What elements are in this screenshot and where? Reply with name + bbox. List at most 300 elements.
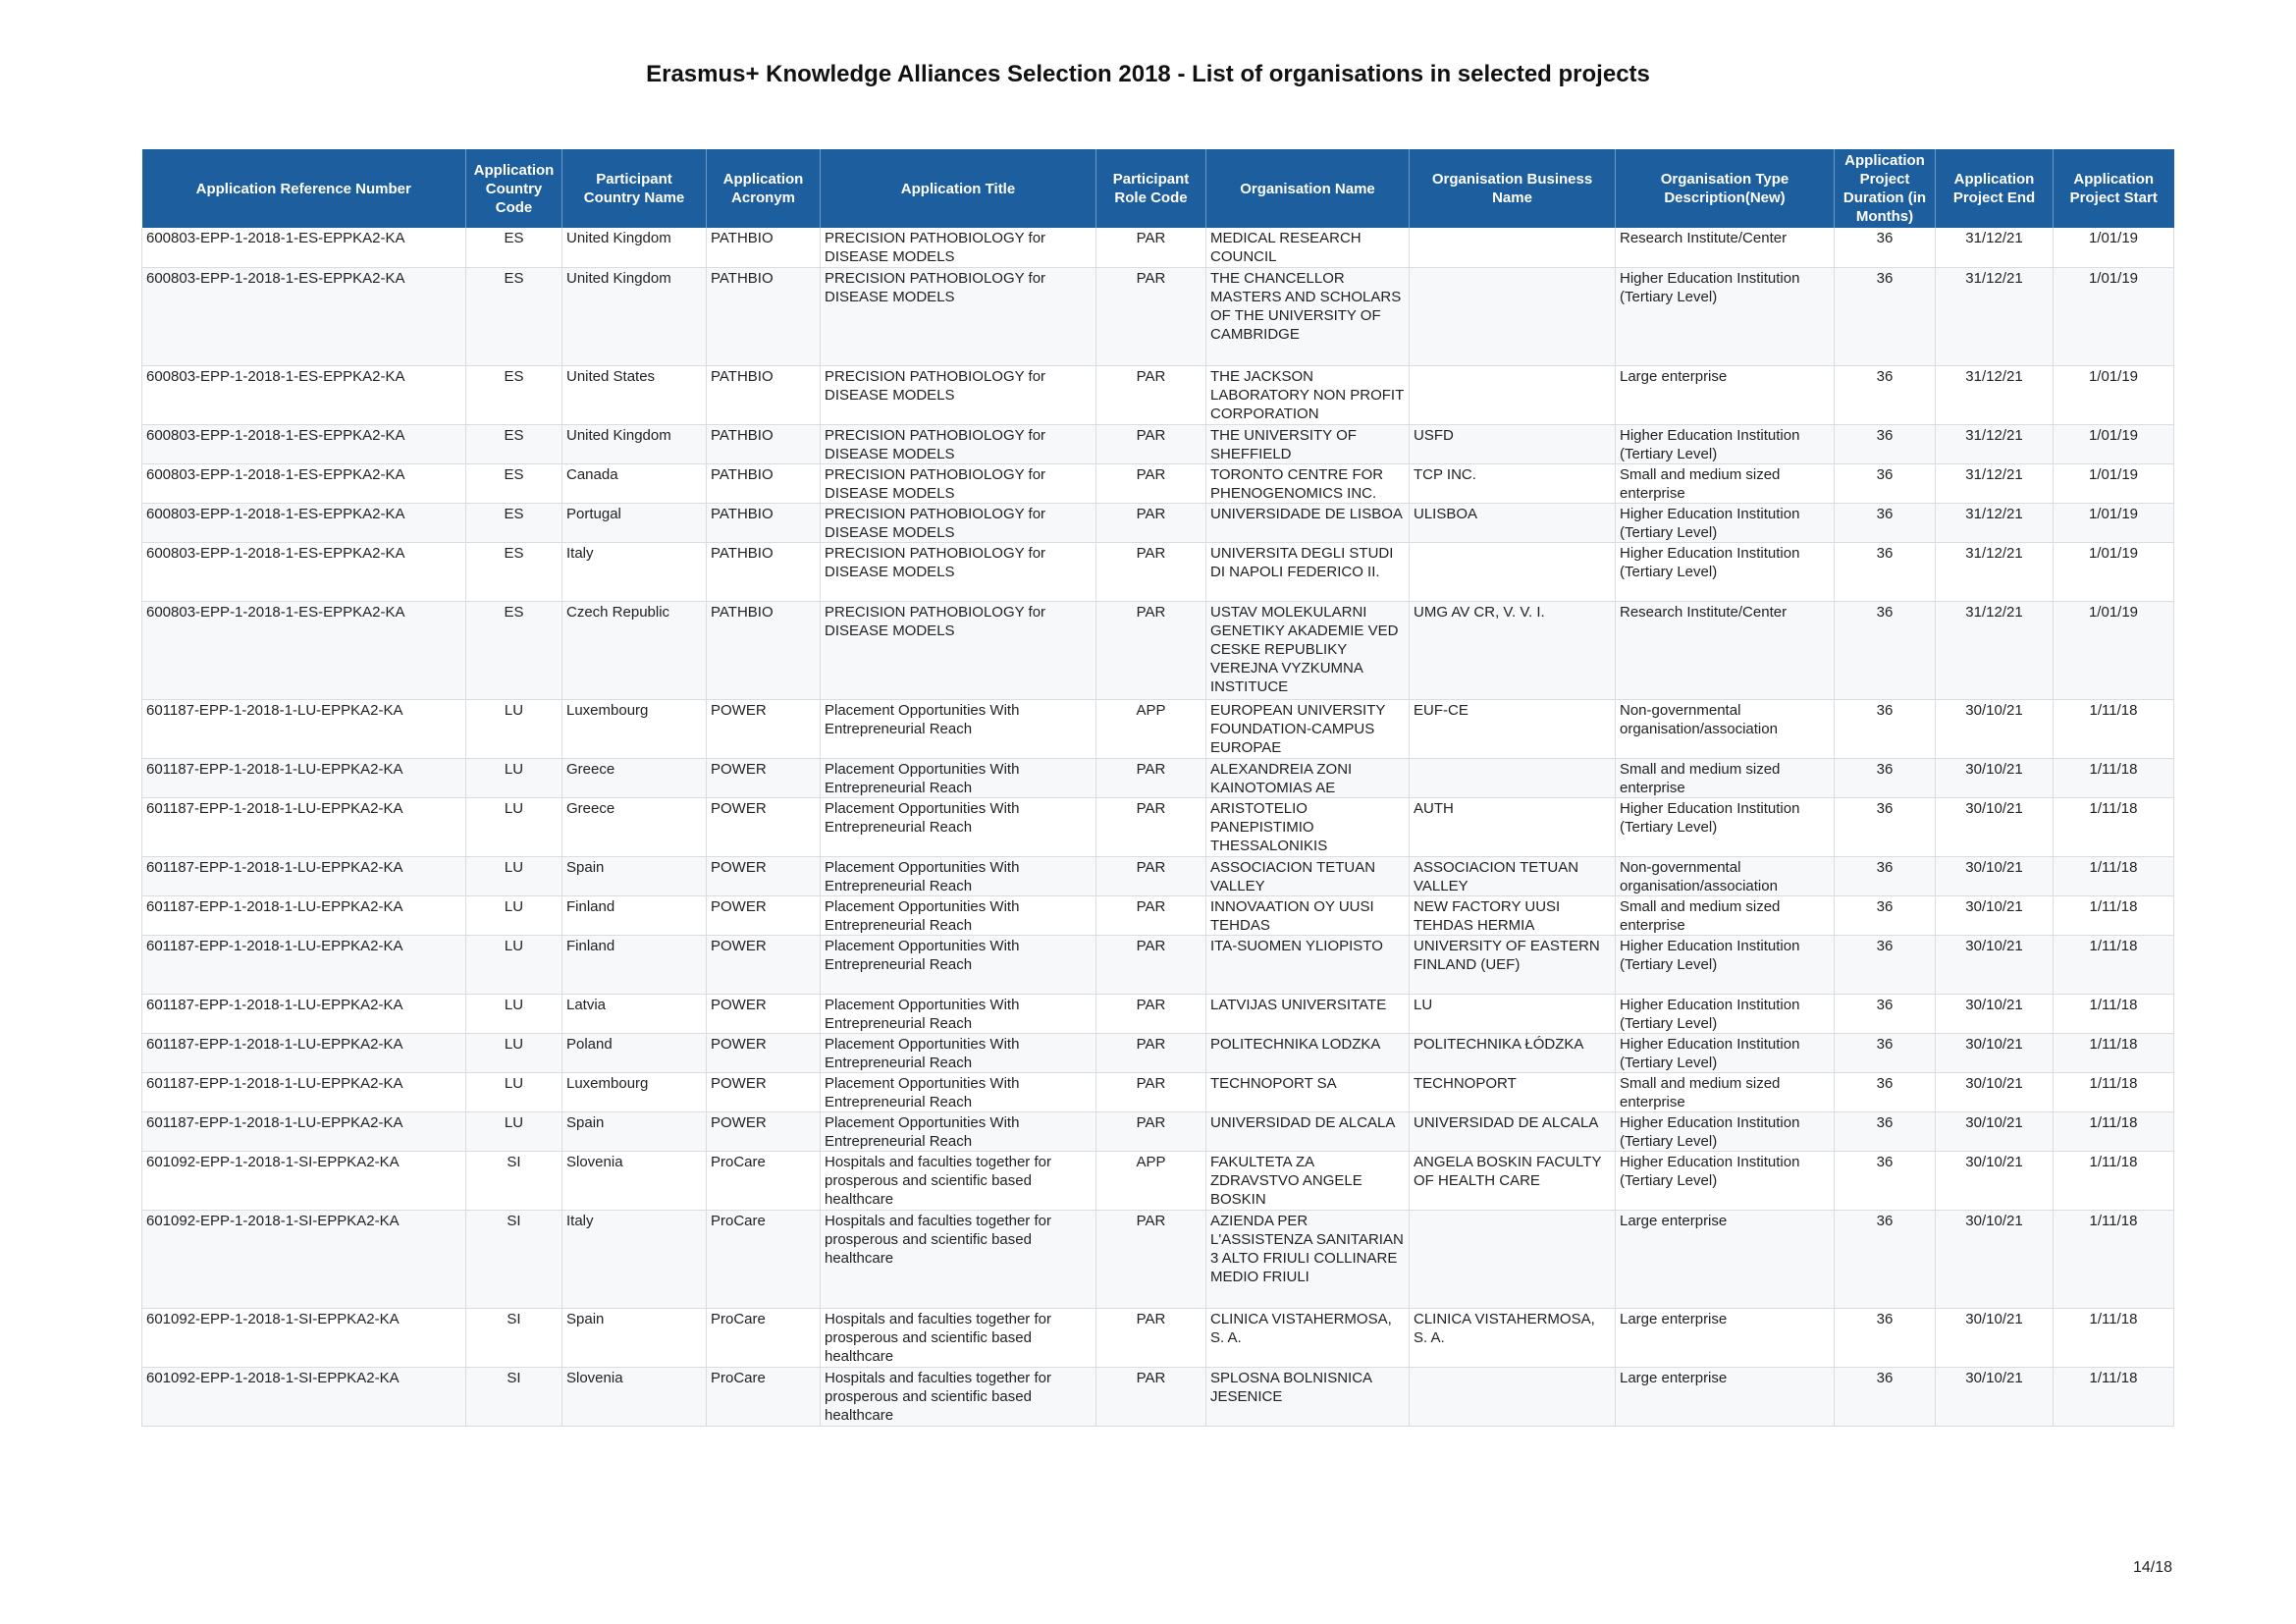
- cell-duration: 36: [1835, 1111, 1936, 1151]
- cell-acronym: POWER: [707, 935, 821, 994]
- cell-acronym: POWER: [707, 994, 821, 1033]
- cell-role-code: PAR: [1096, 895, 1206, 935]
- cell-duration: 36: [1835, 601, 1936, 699]
- cell-title: Hospitals and faculties together for prosperous and scientific based healthcare: [821, 1308, 1096, 1367]
- cell-role-code: PAR: [1096, 228, 1206, 267]
- cell-duration: 36: [1835, 1072, 1936, 1111]
- cell-business-name: [1410, 365, 1616, 424]
- table-row: [142, 895, 2174, 935]
- cell-role-code: PAR: [1096, 365, 1206, 424]
- cell-acronym: POWER: [707, 1111, 821, 1151]
- cell-project-start: 1/01/19: [2054, 267, 2174, 365]
- cell-business-name: [1410, 1367, 1616, 1426]
- page-number: 14/18: [2132, 1559, 2172, 1576]
- cell-role-code: PAR: [1096, 424, 1206, 463]
- cell-title: Placement Opportunities With Entrepreneurial Reach: [821, 895, 1096, 935]
- table-row: [142, 267, 2174, 365]
- cell-country-name: United States: [562, 365, 707, 424]
- cell-duration: 36: [1835, 1210, 1936, 1308]
- cell-reference-number: 601187-EPP-1-2018-1-LU-EPPKA2-KA: [142, 699, 466, 758]
- cell-acronym: POWER: [707, 895, 821, 935]
- cell-business-name: POLITECHNIKA ŁÓDZKA: [1410, 1033, 1616, 1072]
- cell-title: Placement Opportunities With Entrepreneurial Reach: [821, 758, 1096, 797]
- cell-role-code: PAR: [1096, 1033, 1206, 1072]
- cell-reference-number: 600803-EPP-1-2018-1-ES-EPPKA2-KA: [142, 424, 466, 463]
- cell-project-start: 1/11/18: [2054, 994, 2174, 1033]
- cell-business-name: AUTH: [1410, 797, 1616, 856]
- cell-project-end: 30/10/21: [1936, 1033, 2054, 1072]
- cell-project-end: 30/10/21: [1936, 895, 2054, 935]
- cell-project-start: 1/11/18: [2054, 1367, 2174, 1426]
- cell-duration: 36: [1835, 797, 1936, 856]
- cell-title: PRECISION PATHOBIOLOGY for DISEASE MODELS: [821, 424, 1096, 463]
- col-header-project-start: Application Project Start: [2054, 149, 2174, 228]
- cell-acronym: PATHBIO: [707, 228, 821, 267]
- cell-business-name: USFD: [1410, 424, 1616, 463]
- cell-duration: 36: [1835, 542, 1936, 601]
- cell-country-code: ES: [466, 267, 562, 365]
- cell-role-code: PAR: [1096, 758, 1206, 797]
- cell-project-end: 31/12/21: [1936, 267, 2054, 365]
- cell-organisation-type: Higher Education Institution (Tertiary Level): [1616, 503, 1835, 542]
- cell-country-name: Italy: [562, 542, 707, 601]
- cell-acronym: POWER: [707, 1072, 821, 1111]
- cell-project-end: 30/10/21: [1936, 1111, 2054, 1151]
- cell-acronym: POWER: [707, 758, 821, 797]
- cell-project-start: 1/11/18: [2054, 856, 2174, 895]
- cell-project-start: 1/01/19: [2054, 365, 2174, 424]
- cell-organisation-name: EUROPEAN UNIVERSITY FOUNDATION-CAMPUS EUROPAE: [1206, 699, 1410, 758]
- cell-organisation-name: USTAV MOLEKULARNI GENETIKY AKADEMIE VED CESKE REPUBLIKY VEREJNA VYZKUMNA INSTITUCE: [1206, 601, 1410, 699]
- col-header-country-name: Participant Country Name: [562, 149, 707, 228]
- cell-country-code: LU: [466, 1033, 562, 1072]
- cell-country-name: Luxembourg: [562, 699, 707, 758]
- cell-organisation-name: ARISTOTELIO PANEPISTIMIO THESSALONIKIS: [1206, 797, 1410, 856]
- cell-project-end: 31/12/21: [1936, 463, 2054, 503]
- cell-reference-number: 601187-EPP-1-2018-1-LU-EPPKA2-KA: [142, 1111, 466, 1151]
- cell-organisation-name: ASSOCIACION TETUAN VALLEY: [1206, 856, 1410, 895]
- cell-organisation-type: Research Institute/Center: [1616, 228, 1835, 267]
- cell-business-name: [1410, 758, 1616, 797]
- cell-reference-number: 600803-EPP-1-2018-1-ES-EPPKA2-KA: [142, 463, 466, 503]
- cell-role-code: PAR: [1096, 1367, 1206, 1426]
- cell-project-start: 1/11/18: [2054, 758, 2174, 797]
- cell-business-name: LU: [1410, 994, 1616, 1033]
- table-row: [142, 1367, 2174, 1426]
- cell-project-start: 1/01/19: [2054, 503, 2174, 542]
- cell-project-start: 1/01/19: [2054, 542, 2174, 601]
- cell-organisation-type: Higher Education Institution (Tertiary Level): [1616, 1033, 1835, 1072]
- cell-organisation-name: ITA-SUOMEN YLIOPISTO: [1206, 935, 1410, 994]
- cell-country-code: SI: [466, 1308, 562, 1367]
- table-row: [142, 797, 2174, 856]
- cell-acronym: ProCare: [707, 1367, 821, 1426]
- cell-title: PRECISION PATHOBIOLOGY for DISEASE MODELS: [821, 267, 1096, 365]
- cell-organisation-type: Higher Education Institution (Tertiary Level): [1616, 267, 1835, 365]
- table-row: [142, 503, 2174, 542]
- cell-organisation-type: Small and medium sized enterprise: [1616, 758, 1835, 797]
- cell-country-name: Luxembourg: [562, 1072, 707, 1111]
- cell-business-name: TECHNOPORT: [1410, 1072, 1616, 1111]
- cell-business-name: UNIVERSITY OF EASTERN FINLAND (UEF): [1410, 935, 1616, 994]
- cell-acronym: PATHBIO: [707, 601, 821, 699]
- cell-business-name: [1410, 542, 1616, 601]
- cell-project-end: 30/10/21: [1936, 994, 2054, 1033]
- cell-project-end: 30/10/21: [1936, 699, 2054, 758]
- cell-reference-number: 601187-EPP-1-2018-1-LU-EPPKA2-KA: [142, 1033, 466, 1072]
- cell-project-end: 31/12/21: [1936, 601, 2054, 699]
- cell-project-start: 1/11/18: [2054, 1210, 2174, 1308]
- cell-acronym: ProCare: [707, 1308, 821, 1367]
- col-header-country-code: Application Country Code: [466, 149, 562, 228]
- cell-organisation-name: UNIVERSIDAD DE ALCALA: [1206, 1111, 1410, 1151]
- cell-business-name: CLINICA VISTAHERMOSA, S. A.: [1410, 1308, 1616, 1367]
- cell-role-code: PAR: [1096, 463, 1206, 503]
- cell-duration: 36: [1835, 758, 1936, 797]
- cell-duration: 36: [1835, 935, 1936, 994]
- cell-title: PRECISION PATHOBIOLOGY for DISEASE MODELS: [821, 365, 1096, 424]
- cell-acronym: POWER: [707, 1033, 821, 1072]
- cell-role-code: PAR: [1096, 1072, 1206, 1111]
- cell-role-code: PAR: [1096, 601, 1206, 699]
- cell-duration: 36: [1835, 856, 1936, 895]
- cell-country-name: Poland: [562, 1033, 707, 1072]
- table-row: [142, 424, 2174, 463]
- cell-project-end: 30/10/21: [1936, 1367, 2054, 1426]
- cell-organisation-type: Small and medium sized enterprise: [1616, 895, 1835, 935]
- table-row: [142, 463, 2174, 503]
- cell-country-code: ES: [466, 463, 562, 503]
- cell-organisation-name: AZIENDA PER L'ASSISTENZA SANITARIAN 3 ALTO FRIULI COLLINARE MEDIO FRIULI: [1206, 1210, 1410, 1308]
- cell-organisation-type: Higher Education Institution (Tertiary Level): [1616, 542, 1835, 601]
- cell-business-name: ASSOCIACION TETUAN VALLEY: [1410, 856, 1616, 895]
- cell-role-code: PAR: [1096, 1111, 1206, 1151]
- table-row: [142, 1151, 2174, 1210]
- cell-organisation-type: Large enterprise: [1616, 1308, 1835, 1367]
- table-row: [142, 856, 2174, 895]
- cell-duration: 36: [1835, 424, 1936, 463]
- cell-country-name: Latvia: [562, 994, 707, 1033]
- cell-role-code: PAR: [1096, 935, 1206, 994]
- cell-project-start: 1/01/19: [2054, 228, 2174, 267]
- cell-title: Placement Opportunities With Entrepreneurial Reach: [821, 797, 1096, 856]
- cell-country-code: ES: [466, 424, 562, 463]
- cell-country-code: ES: [466, 542, 562, 601]
- cell-reference-number: 600803-EPP-1-2018-1-ES-EPPKA2-KA: [142, 228, 466, 267]
- cell-project-end: 30/10/21: [1936, 935, 2054, 994]
- cell-title: PRECISION PATHOBIOLOGY for DISEASE MODELS: [821, 228, 1096, 267]
- cell-business-name: [1410, 267, 1616, 365]
- cell-organisation-type: Research Institute/Center: [1616, 601, 1835, 699]
- cell-project-start: 1/01/19: [2054, 463, 2174, 503]
- cell-country-code: LU: [466, 699, 562, 758]
- cell-organisation-type: Higher Education Institution (Tertiary Level): [1616, 935, 1835, 994]
- cell-organisation-type: Higher Education Institution (Tertiary Level): [1616, 1111, 1835, 1151]
- cell-country-code: ES: [466, 503, 562, 542]
- cell-title: Hospitals and faculties together for prosperous and scientific based healthcare: [821, 1151, 1096, 1210]
- cell-country-code: LU: [466, 758, 562, 797]
- col-header-organisation-name: Organisation Name: [1206, 149, 1410, 228]
- cell-duration: 36: [1835, 228, 1936, 267]
- cell-project-end: 30/10/21: [1936, 797, 2054, 856]
- table-row: [142, 365, 2174, 424]
- cell-country-name: Finland: [562, 895, 707, 935]
- table-row: [142, 542, 2174, 601]
- cell-reference-number: 601187-EPP-1-2018-1-LU-EPPKA2-KA: [142, 994, 466, 1033]
- col-header-role-code: Participant Role Code: [1096, 149, 1206, 228]
- table-body: [142, 228, 2174, 1426]
- cell-reference-number: 600803-EPP-1-2018-1-ES-EPPKA2-KA: [142, 601, 466, 699]
- cell-organisation-type: Small and medium sized enterprise: [1616, 463, 1835, 503]
- cell-organisation-name: MEDICAL RESEARCH COUNCIL: [1206, 228, 1410, 267]
- table-row: [142, 228, 2174, 267]
- cell-duration: 36: [1835, 1151, 1936, 1210]
- page-title: Erasmus+ Knowledge Alliances Selection 2018 - List of organisations in selected projects: [646, 61, 1650, 87]
- cell-country-name: Canada: [562, 463, 707, 503]
- cell-country-name: Slovenia: [562, 1151, 707, 1210]
- cell-country-name: Spain: [562, 856, 707, 895]
- cell-project-start: 1/11/18: [2054, 1308, 2174, 1367]
- cell-project-start: 1/11/18: [2054, 1033, 2174, 1072]
- cell-project-end: 30/10/21: [1936, 1072, 2054, 1111]
- cell-organisation-name: UNIVERSIDADE DE LISBOA: [1206, 503, 1410, 542]
- cell-project-start: 1/11/18: [2054, 1151, 2174, 1210]
- cell-reference-number: 601187-EPP-1-2018-1-LU-EPPKA2-KA: [142, 758, 466, 797]
- cell-project-end: 30/10/21: [1936, 856, 2054, 895]
- cell-country-name: Spain: [562, 1308, 707, 1367]
- cell-organisation-name: THE CHANCELLOR MASTERS AND SCHOLARS OF THE UNIVERSITY OF CAMBRIDGE: [1206, 267, 1410, 365]
- cell-reference-number: 600803-EPP-1-2018-1-ES-EPPKA2-KA: [142, 365, 466, 424]
- cell-country-code: LU: [466, 797, 562, 856]
- cell-title: Placement Opportunities With Entrepreneurial Reach: [821, 935, 1096, 994]
- cell-reference-number: 600803-EPP-1-2018-1-ES-EPPKA2-KA: [142, 267, 466, 365]
- cell-country-name: United Kingdom: [562, 424, 707, 463]
- cell-title: Placement Opportunities With Entrepreneurial Reach: [821, 994, 1096, 1033]
- cell-title: PRECISION PATHOBIOLOGY for DISEASE MODELS: [821, 601, 1096, 699]
- cell-business-name: ANGELA BOSKIN FACULTY OF HEALTH CARE: [1410, 1151, 1616, 1210]
- cell-duration: 36: [1835, 1033, 1936, 1072]
- col-header-business-name: Organisation Business Name: [1410, 149, 1616, 228]
- cell-organisation-type: Non-governmental organisation/association: [1616, 856, 1835, 895]
- cell-project-start: 1/11/18: [2054, 935, 2174, 994]
- cell-business-name: UNIVERSIDAD DE ALCALA: [1410, 1111, 1616, 1151]
- cell-country-name: United Kingdom: [562, 228, 707, 267]
- cell-country-code: ES: [466, 228, 562, 267]
- cell-business-name: UMG AV CR, V. V. I.: [1410, 601, 1616, 699]
- cell-role-code: PAR: [1096, 797, 1206, 856]
- cell-country-name: Italy: [562, 1210, 707, 1308]
- cell-business-name: NEW FACTORY UUSI TEHDAS HERMIA: [1410, 895, 1616, 935]
- cell-country-code: LU: [466, 1072, 562, 1111]
- cell-country-name: Spain: [562, 1111, 707, 1151]
- cell-role-code: PAR: [1096, 542, 1206, 601]
- cell-project-start: 1/11/18: [2054, 895, 2174, 935]
- cell-project-start: 1/11/18: [2054, 699, 2174, 758]
- cell-acronym: PATHBIO: [707, 267, 821, 365]
- cell-title: Placement Opportunities With Entrepreneurial Reach: [821, 1033, 1096, 1072]
- cell-project-end: 30/10/21: [1936, 1151, 2054, 1210]
- cell-reference-number: 601092-EPP-1-2018-1-SI-EPPKA2-KA: [142, 1151, 466, 1210]
- cell-organisation-type: Higher Education Institution (Tertiary Level): [1616, 797, 1835, 856]
- table-row: [142, 994, 2174, 1033]
- table-row: [142, 1033, 2174, 1072]
- cell-duration: 36: [1835, 1308, 1936, 1367]
- cell-duration: 36: [1835, 267, 1936, 365]
- cell-project-start: 1/01/19: [2054, 424, 2174, 463]
- col-header-reference-number: Application Reference Number: [142, 149, 466, 228]
- cell-organisation-name: UNIVERSITA DEGLI STUDI DI NAPOLI FEDERICO II.: [1206, 542, 1410, 601]
- table-row: [142, 935, 2174, 994]
- table-row: [142, 601, 2174, 699]
- cell-role-code: PAR: [1096, 1308, 1206, 1367]
- cell-organisation-name: CLINICA VISTAHERMOSA, S. A.: [1206, 1308, 1410, 1367]
- cell-title: PRECISION PATHOBIOLOGY for DISEASE MODELS: [821, 503, 1096, 542]
- cell-project-end: 30/10/21: [1936, 758, 2054, 797]
- cell-country-code: LU: [466, 856, 562, 895]
- cell-organisation-type: Non-governmental organisation/association: [1616, 699, 1835, 758]
- cell-acronym: POWER: [707, 797, 821, 856]
- cell-country-code: LU: [466, 935, 562, 994]
- cell-acronym: PATHBIO: [707, 542, 821, 601]
- cell-organisation-name: POLITECHNIKA LODZKA: [1206, 1033, 1410, 1072]
- cell-acronym: PATHBIO: [707, 463, 821, 503]
- cell-country-code: ES: [466, 365, 562, 424]
- cell-acronym: ProCare: [707, 1151, 821, 1210]
- cell-acronym: PATHBIO: [707, 424, 821, 463]
- cell-organisation-type: Higher Education Institution (Tertiary Level): [1616, 994, 1835, 1033]
- cell-role-code: PAR: [1096, 856, 1206, 895]
- cell-country-code: SI: [466, 1151, 562, 1210]
- col-header-duration: Application Project Duration (in Months): [1835, 149, 1936, 228]
- cell-project-end: 30/10/21: [1936, 1308, 2054, 1367]
- cell-role-code: APP: [1096, 1151, 1206, 1210]
- cell-business-name: [1410, 1210, 1616, 1308]
- col-header-title: Application Title: [821, 149, 1096, 228]
- cell-organisation-name: THE JACKSON LABORATORY NON PROFIT CORPORATION: [1206, 365, 1410, 424]
- cell-project-end: 31/12/21: [1936, 365, 2054, 424]
- table-row: [142, 1072, 2174, 1111]
- col-header-organisation-type: Organisation Type Description(New): [1616, 149, 1835, 228]
- cell-organisation-type: Small and medium sized enterprise: [1616, 1072, 1835, 1111]
- cell-title: PRECISION PATHOBIOLOGY for DISEASE MODELS: [821, 542, 1096, 601]
- cell-duration: 36: [1835, 463, 1936, 503]
- cell-project-start: 1/11/18: [2054, 797, 2174, 856]
- cell-business-name: TCP INC.: [1410, 463, 1616, 503]
- cell-title: PRECISION PATHOBIOLOGY for DISEASE MODELS: [821, 463, 1096, 503]
- cell-title: Placement Opportunities With Entrepreneurial Reach: [821, 856, 1096, 895]
- cell-country-code: LU: [466, 1111, 562, 1151]
- cell-acronym: ProCare: [707, 1210, 821, 1308]
- organisations-table-container: [141, 149, 2173, 1427]
- cell-country-name: Greece: [562, 797, 707, 856]
- cell-role-code: APP: [1096, 699, 1206, 758]
- cell-role-code: PAR: [1096, 267, 1206, 365]
- cell-country-name: Greece: [562, 758, 707, 797]
- cell-duration: 36: [1835, 1367, 1936, 1426]
- cell-duration: 36: [1835, 699, 1936, 758]
- col-header-acronym: Application Acronym: [707, 149, 821, 228]
- cell-organisation-name: ALEXANDREIA ZONI KAINOTOMIAS AE: [1206, 758, 1410, 797]
- cell-reference-number: 600803-EPP-1-2018-1-ES-EPPKA2-KA: [142, 503, 466, 542]
- cell-project-start: 1/01/19: [2054, 601, 2174, 699]
- cell-country-name: Slovenia: [562, 1367, 707, 1426]
- cell-role-code: PAR: [1096, 1210, 1206, 1308]
- table-row: [142, 1210, 2174, 1308]
- cell-country-code: SI: [466, 1367, 562, 1426]
- cell-title: Placement Opportunities With Entrepreneurial Reach: [821, 1072, 1096, 1111]
- cell-project-end: 30/10/21: [1936, 1210, 2054, 1308]
- cell-duration: 36: [1835, 365, 1936, 424]
- cell-reference-number: 601187-EPP-1-2018-1-LU-EPPKA2-KA: [142, 935, 466, 994]
- cell-title: Hospitals and faculties together for prosperous and scientific based healthcare: [821, 1210, 1096, 1308]
- table-row: [142, 1308, 2174, 1367]
- cell-title: Hospitals and faculties together for prosperous and scientific based healthcare: [821, 1367, 1096, 1426]
- cell-country-code: SI: [466, 1210, 562, 1308]
- cell-organisation-name: LATVIJAS UNIVERSITATE: [1206, 994, 1410, 1033]
- cell-project-start: 1/11/18: [2054, 1111, 2174, 1151]
- cell-reference-number: 601187-EPP-1-2018-1-LU-EPPKA2-KA: [142, 856, 466, 895]
- cell-project-end: 31/12/21: [1936, 424, 2054, 463]
- cell-duration: 36: [1835, 503, 1936, 542]
- cell-organisation-name: FAKULTETA ZA ZDRAVSTVO ANGELE BOSKIN: [1206, 1151, 1410, 1210]
- cell-role-code: PAR: [1096, 503, 1206, 542]
- col-header-project-end: Application Project End: [1936, 149, 2054, 228]
- cell-project-end: 31/12/21: [1936, 228, 2054, 267]
- cell-reference-number: 601092-EPP-1-2018-1-SI-EPPKA2-KA: [142, 1308, 466, 1367]
- cell-country-name: Finland: [562, 935, 707, 994]
- cell-reference-number: 601187-EPP-1-2018-1-LU-EPPKA2-KA: [142, 895, 466, 935]
- cell-organisation-type: Higher Education Institution (Tertiary Level): [1616, 424, 1835, 463]
- cell-country-code: ES: [466, 601, 562, 699]
- table-row: [142, 699, 2174, 758]
- cell-project-end: 31/12/21: [1936, 503, 2054, 542]
- cell-organisation-name: TORONTO CENTRE FOR PHENOGENOMICS INC.: [1206, 463, 1410, 503]
- cell-country-code: LU: [466, 994, 562, 1033]
- cell-business-name: EUF-CE: [1410, 699, 1616, 758]
- cell-organisation-name: THE UNIVERSITY OF SHEFFIELD: [1206, 424, 1410, 463]
- table-row: [142, 1111, 2174, 1151]
- cell-business-name: [1410, 228, 1616, 267]
- cell-organisation-type: Large enterprise: [1616, 365, 1835, 424]
- cell-reference-number: 601187-EPP-1-2018-1-LU-EPPKA2-KA: [142, 797, 466, 856]
- cell-duration: 36: [1835, 895, 1936, 935]
- cell-business-name: ULISBOA: [1410, 503, 1616, 542]
- cell-organisation-type: Higher Education Institution (Tertiary Level): [1616, 1151, 1835, 1210]
- cell-reference-number: 601092-EPP-1-2018-1-SI-EPPKA2-KA: [142, 1367, 466, 1426]
- cell-acronym: PATHBIO: [707, 365, 821, 424]
- cell-project-end: 31/12/21: [1936, 542, 2054, 601]
- cell-title: Placement Opportunities With Entrepreneurial Reach: [821, 699, 1096, 758]
- cell-acronym: POWER: [707, 856, 821, 895]
- cell-organisation-name: INNOVAATION OY UUSI TEHDAS: [1206, 895, 1410, 935]
- cell-organisation-type: Large enterprise: [1616, 1367, 1835, 1426]
- cell-title: Placement Opportunities With Entrepreneurial Reach: [821, 1111, 1096, 1151]
- cell-country-name: United Kingdom: [562, 267, 707, 365]
- cell-role-code: PAR: [1096, 994, 1206, 1033]
- table-row: [142, 758, 2174, 797]
- table-header-row: [142, 149, 2174, 228]
- cell-organisation-type: Large enterprise: [1616, 1210, 1835, 1308]
- cell-reference-number: 601092-EPP-1-2018-1-SI-EPPKA2-KA: [142, 1210, 466, 1308]
- cell-acronym: POWER: [707, 699, 821, 758]
- cell-organisation-name: SPLOSNA BOLNISNICA JESENICE: [1206, 1367, 1410, 1426]
- cell-reference-number: 600803-EPP-1-2018-1-ES-EPPKA2-KA: [142, 542, 466, 601]
- cell-country-name: Portugal: [562, 503, 707, 542]
- cell-duration: 36: [1835, 994, 1936, 1033]
- cell-organisation-name: TECHNOPORT SA: [1206, 1072, 1410, 1111]
- cell-country-code: LU: [466, 895, 562, 935]
- cell-project-start: 1/11/18: [2054, 1072, 2174, 1111]
